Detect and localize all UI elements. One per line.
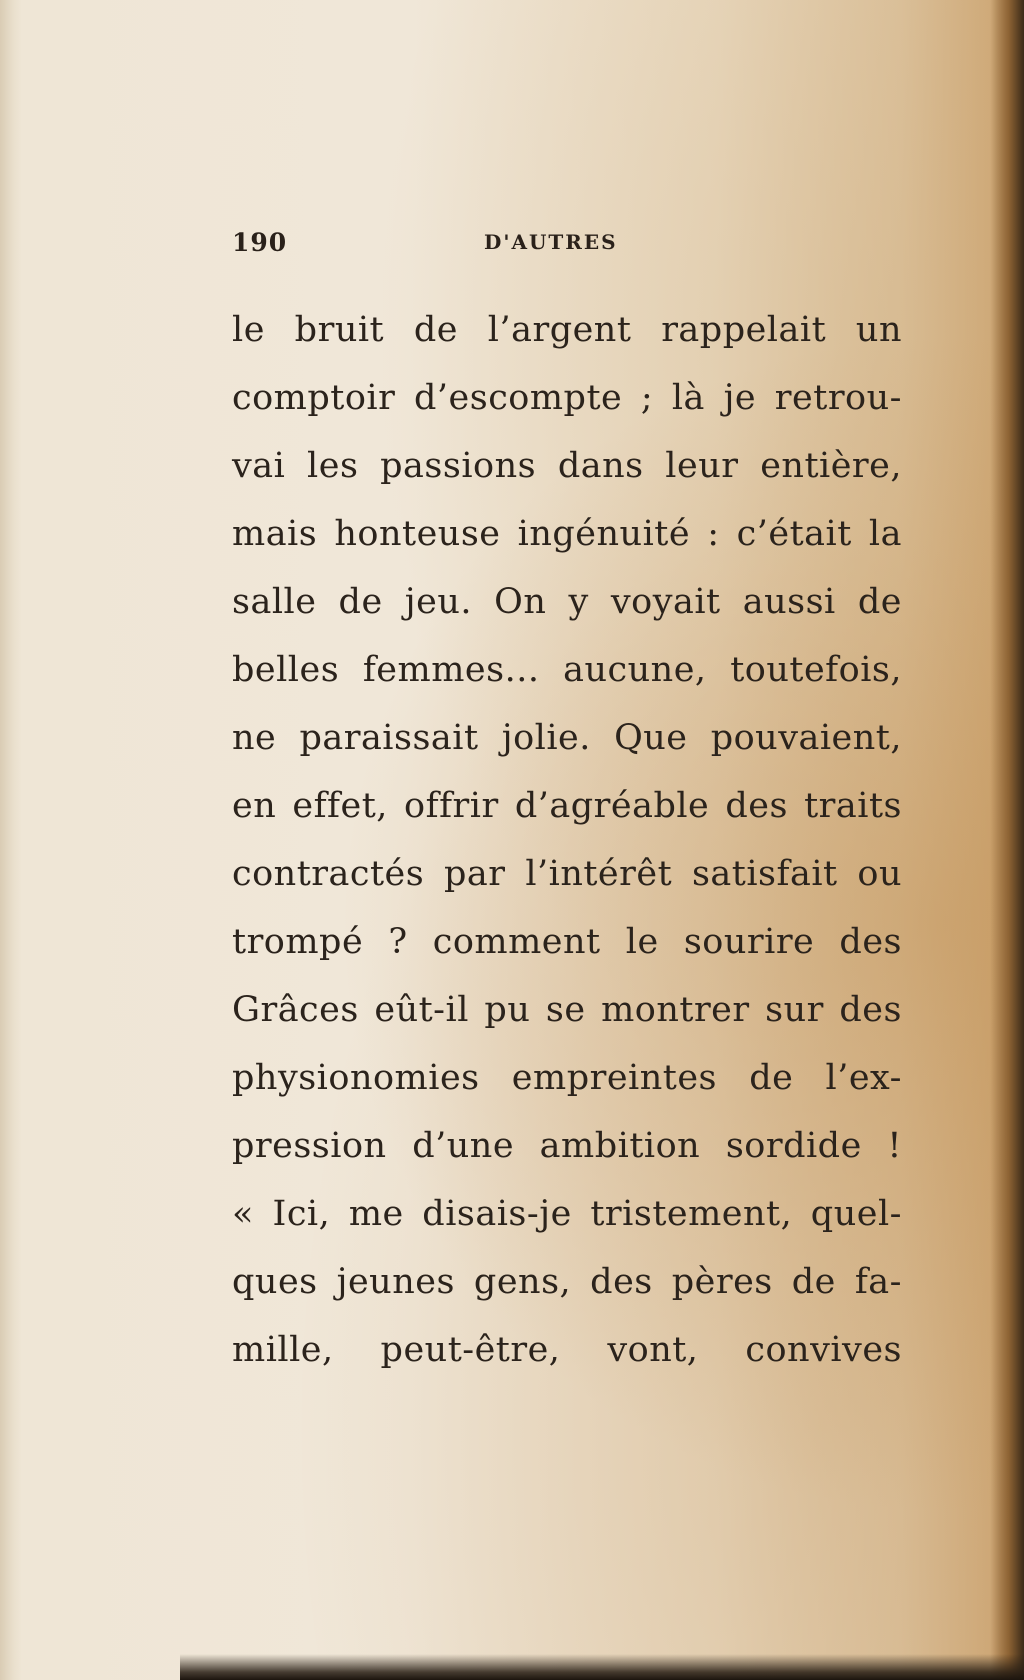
text-line: pression d’une ambition sordide !: [232, 1126, 902, 1166]
text-line: comptoir d’escompte ; là je retrou-: [232, 378, 902, 418]
running-head: D'AUTRES: [484, 230, 618, 254]
text-line: « Ici, me disais-je tristement, quel-: [232, 1194, 902, 1234]
body-text: [232, 296, 902, 1384]
page-header: [232, 228, 902, 268]
text-line: ques jeunes gens, des pères de fa-: [232, 1262, 902, 1302]
text-line: salle de jeu. On y voyait aussi de: [232, 582, 902, 622]
text-line: ne paraissait jolie. Que pouvaient,: [232, 718, 902, 758]
text-line: belles femmes... aucune, toutefois,: [232, 650, 902, 690]
text-line: vai les passions dans leur entière,: [232, 446, 902, 486]
page-left-edge: [0, 0, 22, 1680]
text-line: en effet, offrir d’agréable des traits: [232, 786, 902, 826]
text-line: le bruit de l’argent rappelait un: [232, 310, 902, 350]
text-line: mais honteuse ingénuité : c’était la: [232, 514, 902, 554]
text-line: mille, peut-être, vont, convives: [232, 1330, 902, 1370]
text-line: trompé ? comment le sourire des: [232, 922, 902, 962]
page-number: 190: [232, 228, 288, 257]
page-bottom-edge-shadow: [180, 1654, 1024, 1680]
text-line: Grâces eût-il pu se montrer sur des: [232, 990, 902, 1030]
text-line: physionomies empreintes de l’ex-: [232, 1058, 902, 1098]
page-right-edge-shadow: [990, 0, 1024, 1680]
text-line: contractés par l’intérêt satisfait ou: [232, 854, 902, 894]
